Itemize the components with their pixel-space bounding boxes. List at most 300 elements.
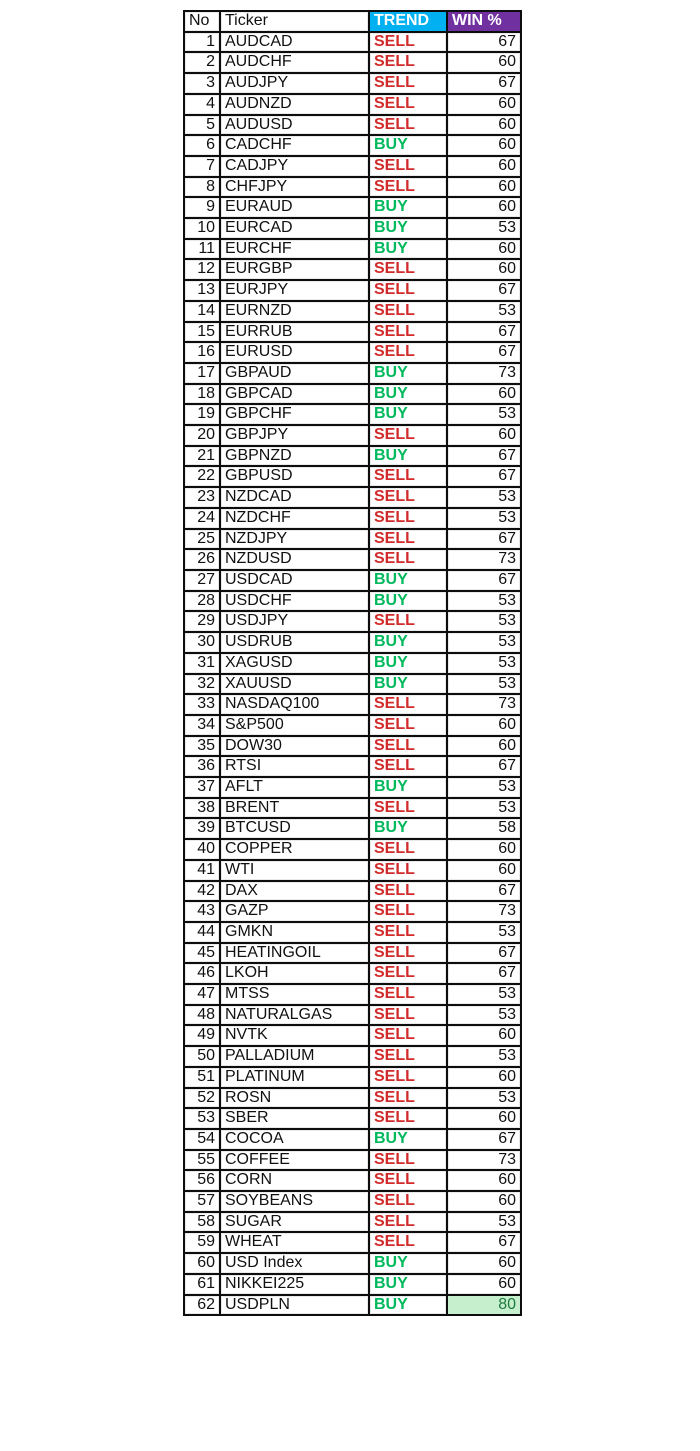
- trend-cell: BUY: [369, 777, 447, 798]
- trend-cell: BUY: [369, 591, 447, 612]
- win-cell: 53: [447, 632, 521, 653]
- table-row: [184, 73, 521, 94]
- row-number: 17: [184, 363, 220, 384]
- trend-cell: SELL: [369, 1150, 447, 1171]
- table-row: [184, 818, 521, 839]
- table-row: [184, 446, 521, 467]
- win-cell: 67: [447, 570, 521, 591]
- ticker-cell: CADCHF: [220, 135, 369, 156]
- trend-cell: SELL: [369, 549, 447, 570]
- win-cell: 67: [447, 881, 521, 902]
- win-cell: 60: [447, 239, 521, 260]
- table-row: [184, 1108, 521, 1129]
- ticker-cell: GBPNZD: [220, 446, 369, 467]
- ticker-cell: XAGUSD: [220, 653, 369, 674]
- trend-cell: SELL: [369, 52, 447, 73]
- ticker-cell: GBPJPY: [220, 425, 369, 446]
- win-cell: 67: [447, 322, 521, 343]
- win-cell: 60: [447, 115, 521, 136]
- win-cell: 73: [447, 1150, 521, 1171]
- row-number: 2: [184, 52, 220, 73]
- win-cell: 60: [447, 1274, 521, 1295]
- win-cell: 67: [447, 32, 521, 53]
- row-number: 29: [184, 611, 220, 632]
- table-row: [184, 280, 521, 301]
- row-number: 30: [184, 632, 220, 653]
- table-row: [184, 694, 521, 715]
- ticker-cell: EURCAD: [220, 218, 369, 239]
- table-row: [184, 259, 521, 280]
- header-row: [184, 11, 521, 32]
- table-row: [184, 1191, 521, 1212]
- table-row: [184, 1212, 521, 1233]
- win-cell: 67: [447, 342, 521, 363]
- row-number: 26: [184, 549, 220, 570]
- win-cell: 60: [447, 715, 521, 736]
- row-number: 15: [184, 322, 220, 343]
- row-number: 48: [184, 1005, 220, 1026]
- row-number: 44: [184, 922, 220, 943]
- trend-cell: BUY: [369, 197, 447, 218]
- trend-cell: SELL: [369, 715, 447, 736]
- ticker-cell: GBPAUD: [220, 363, 369, 384]
- table-row: [184, 984, 521, 1005]
- trend-cell: SELL: [369, 466, 447, 487]
- header-no: No: [184, 11, 220, 32]
- win-cell: 73: [447, 901, 521, 922]
- row-number: 39: [184, 818, 220, 839]
- header-ticker: Ticker: [220, 11, 369, 32]
- row-number: 4: [184, 94, 220, 115]
- table-row: [184, 425, 521, 446]
- row-number: 14: [184, 301, 220, 322]
- trend-cell: SELL: [369, 1088, 447, 1109]
- win-cell: 60: [447, 1108, 521, 1129]
- row-number: 25: [184, 529, 220, 550]
- table-row: [184, 1046, 521, 1067]
- table-row: [184, 197, 521, 218]
- table-row: [184, 839, 521, 860]
- win-cell: 60: [447, 197, 521, 218]
- row-number: 49: [184, 1025, 220, 1046]
- win-cell: 53: [447, 674, 521, 695]
- win-cell: 60: [447, 156, 521, 177]
- row-number: 18: [184, 384, 220, 405]
- ticker-cell: NATURALGAS: [220, 1005, 369, 1026]
- row-number: 21: [184, 446, 220, 467]
- trend-cell: SELL: [369, 943, 447, 964]
- table-row: [184, 632, 521, 653]
- table-row: [184, 115, 521, 136]
- table-row: [184, 653, 521, 674]
- win-cell: 60: [447, 1253, 521, 1274]
- win-cell: 67: [447, 280, 521, 301]
- trend-cell: BUY: [369, 1253, 447, 1274]
- win-cell: 60: [447, 135, 521, 156]
- ticker-cell: ROSN: [220, 1088, 369, 1109]
- trend-cell: SELL: [369, 1232, 447, 1253]
- trend-cell: SELL: [369, 1170, 447, 1191]
- trend-cell: SELL: [369, 94, 447, 115]
- trend-cell: SELL: [369, 963, 447, 984]
- win-cell: 60: [447, 52, 521, 73]
- win-cell: 60: [447, 1067, 521, 1088]
- table-row: [184, 756, 521, 777]
- row-number: 16: [184, 342, 220, 363]
- ticker-cell: USD Index: [220, 1253, 369, 1274]
- trend-cell: SELL: [369, 529, 447, 550]
- win-cell: 67: [447, 943, 521, 964]
- row-number: 59: [184, 1232, 220, 1253]
- win-cell: 53: [447, 301, 521, 322]
- table-row: [184, 32, 521, 53]
- row-number: 19: [184, 404, 220, 425]
- table-row: [184, 1067, 521, 1088]
- table-row: [184, 1295, 521, 1316]
- trend-cell: BUY: [369, 135, 447, 156]
- trend-cell: BUY: [369, 1274, 447, 1295]
- trend-cell: SELL: [369, 280, 447, 301]
- ticker-cell: EURCHF: [220, 239, 369, 260]
- trend-cell: SELL: [369, 798, 447, 819]
- trend-cell: BUY: [369, 239, 447, 260]
- table-row: [184, 1088, 521, 1109]
- trend-cell: SELL: [369, 487, 447, 508]
- table-row: [184, 1005, 521, 1026]
- table-row: [184, 342, 521, 363]
- ticker-cell: GAZP: [220, 901, 369, 922]
- row-number: 53: [184, 1108, 220, 1129]
- trend-cell: SELL: [369, 1212, 447, 1233]
- table-row: [184, 239, 521, 260]
- win-cell: 53: [447, 1212, 521, 1233]
- ticker-cell: EURUSD: [220, 342, 369, 363]
- row-number: 13: [184, 280, 220, 301]
- trend-cell: SELL: [369, 922, 447, 943]
- row-number: 47: [184, 984, 220, 1005]
- win-cell: 53: [447, 777, 521, 798]
- row-number: 60: [184, 1253, 220, 1274]
- trend-cell: SELL: [369, 694, 447, 715]
- table-row: [184, 943, 521, 964]
- ticker-cell: NASDAQ100: [220, 694, 369, 715]
- trend-cell: SELL: [369, 425, 447, 446]
- win-cell: 53: [447, 798, 521, 819]
- table-row: [184, 881, 521, 902]
- win-cell: 53: [447, 922, 521, 943]
- row-number: 7: [184, 156, 220, 177]
- trend-cell: SELL: [369, 259, 447, 280]
- table-row: [184, 404, 521, 425]
- win-cell: 73: [447, 363, 521, 384]
- ticker-cell: BRENT: [220, 798, 369, 819]
- row-number: 22: [184, 466, 220, 487]
- win-cell: 73: [447, 694, 521, 715]
- trend-cell: SELL: [369, 301, 447, 322]
- trend-cell: SELL: [369, 73, 447, 94]
- ticker-cell: GBPUSD: [220, 466, 369, 487]
- ticker-cell: USDCAD: [220, 570, 369, 591]
- table-row: [184, 736, 521, 757]
- ticker-cell: USDJPY: [220, 611, 369, 632]
- trend-cell: BUY: [369, 570, 447, 591]
- win-cell: 67: [447, 446, 521, 467]
- trend-cell: SELL: [369, 611, 447, 632]
- table-row: [184, 466, 521, 487]
- win-cell: 60: [447, 736, 521, 757]
- table-row: [184, 901, 521, 922]
- row-number: 45: [184, 943, 220, 964]
- ticker-cell: NZDCAD: [220, 487, 369, 508]
- table-row: [184, 508, 521, 529]
- ticker-cell: HEATINGOIL: [220, 943, 369, 964]
- win-cell: 60: [447, 860, 521, 881]
- ticker-cell: USDRUB: [220, 632, 369, 653]
- row-number: 50: [184, 1046, 220, 1067]
- table-row: [184, 549, 521, 570]
- row-number: 23: [184, 487, 220, 508]
- ticker-cell: AUDNZD: [220, 94, 369, 115]
- ticker-cell: AUDCAD: [220, 32, 369, 53]
- win-cell: 67: [447, 529, 521, 550]
- table-row: [184, 963, 521, 984]
- trend-cell: SELL: [369, 1046, 447, 1067]
- row-number: 56: [184, 1170, 220, 1191]
- row-number: 34: [184, 715, 220, 736]
- table-row: [184, 798, 521, 819]
- table-row: [184, 487, 521, 508]
- row-number: 9: [184, 197, 220, 218]
- row-number: 61: [184, 1274, 220, 1295]
- ticker-cell: AUDCHF: [220, 52, 369, 73]
- table-row: [184, 135, 521, 156]
- row-number: 1: [184, 32, 220, 53]
- ticker-cell: NIKKEI225: [220, 1274, 369, 1295]
- ticker-cell: COPPER: [220, 839, 369, 860]
- table-row: [184, 591, 521, 612]
- ticker-cell: COFFEE: [220, 1150, 369, 1171]
- table-body: [184, 32, 521, 1316]
- row-number: 35: [184, 736, 220, 757]
- trend-cell: SELL: [369, 839, 447, 860]
- win-cell: 60: [447, 1191, 521, 1212]
- trend-cell: SELL: [369, 756, 447, 777]
- ticker-cell: COCOA: [220, 1129, 369, 1150]
- row-number: 11: [184, 239, 220, 260]
- ticker-cell: SUGAR: [220, 1212, 369, 1233]
- table-row: [184, 570, 521, 591]
- row-number: 51: [184, 1067, 220, 1088]
- trend-cell: BUY: [369, 363, 447, 384]
- table-row: [184, 1170, 521, 1191]
- table-row: [184, 1025, 521, 1046]
- table-row: [184, 777, 521, 798]
- win-cell: 80: [447, 1295, 521, 1316]
- row-number: 28: [184, 591, 220, 612]
- trend-cell: SELL: [369, 860, 447, 881]
- win-cell: 60: [447, 94, 521, 115]
- row-number: 55: [184, 1150, 220, 1171]
- row-number: 20: [184, 425, 220, 446]
- ticker-cell: USDCHF: [220, 591, 369, 612]
- row-number: 36: [184, 756, 220, 777]
- table-row: [184, 1129, 521, 1150]
- trend-cell: SELL: [369, 156, 447, 177]
- ticker-cell: PALLADIUM: [220, 1046, 369, 1067]
- row-number: 42: [184, 881, 220, 902]
- trend-cell: BUY: [369, 384, 447, 405]
- row-number: 31: [184, 653, 220, 674]
- trend-cell: BUY: [369, 218, 447, 239]
- row-number: 27: [184, 570, 220, 591]
- win-cell: 58: [447, 818, 521, 839]
- table-row: [184, 860, 521, 881]
- win-cell: 60: [447, 425, 521, 446]
- trend-cell: SELL: [369, 177, 447, 198]
- table-row: [184, 674, 521, 695]
- table-row: [184, 301, 521, 322]
- row-number: 62: [184, 1295, 220, 1316]
- win-cell: 67: [447, 1232, 521, 1253]
- row-number: 37: [184, 777, 220, 798]
- win-cell: 60: [447, 384, 521, 405]
- ticker-cell: NVTK: [220, 1025, 369, 1046]
- ticker-cell: EURNZD: [220, 301, 369, 322]
- win-cell: 67: [447, 963, 521, 984]
- trend-cell: BUY: [369, 674, 447, 695]
- ticker-cell: DAX: [220, 881, 369, 902]
- ticker-cell: AFLT: [220, 777, 369, 798]
- table-row: [184, 1253, 521, 1274]
- row-number: 3: [184, 73, 220, 94]
- row-number: 24: [184, 508, 220, 529]
- trend-cell: SELL: [369, 32, 447, 53]
- win-rate-table: [183, 10, 522, 1316]
- trend-cell: SELL: [369, 508, 447, 529]
- win-cell: 73: [447, 549, 521, 570]
- row-number: 58: [184, 1212, 220, 1233]
- trend-cell: SELL: [369, 1005, 447, 1026]
- win-cell: 67: [447, 756, 521, 777]
- trend-cell: SELL: [369, 342, 447, 363]
- row-number: 38: [184, 798, 220, 819]
- win-cell: 53: [447, 487, 521, 508]
- ticker-cell: EURAUD: [220, 197, 369, 218]
- ticker-cell: CHFJPY: [220, 177, 369, 198]
- row-number: 54: [184, 1129, 220, 1150]
- ticker-cell: PLATINUM: [220, 1067, 369, 1088]
- ticker-cell: NZDUSD: [220, 549, 369, 570]
- ticker-cell: EURJPY: [220, 280, 369, 301]
- ticker-cell: XAUUSD: [220, 674, 369, 695]
- win-cell: 53: [447, 508, 521, 529]
- row-number: 57: [184, 1191, 220, 1212]
- win-cell: 53: [447, 404, 521, 425]
- ticker-cell: DOW30: [220, 736, 369, 757]
- ticker-cell: AUDUSD: [220, 115, 369, 136]
- win-cell: 60: [447, 839, 521, 860]
- ticker-cell: EURRUB: [220, 322, 369, 343]
- win-cell: 53: [447, 1046, 521, 1067]
- row-number: 8: [184, 177, 220, 198]
- trend-cell: BUY: [369, 818, 447, 839]
- trend-cell: SELL: [369, 322, 447, 343]
- row-number: 10: [184, 218, 220, 239]
- ticker-cell: GMKN: [220, 922, 369, 943]
- table-row: [184, 52, 521, 73]
- trend-cell: BUY: [369, 404, 447, 425]
- trend-cell: BUY: [369, 1295, 447, 1316]
- row-number: 6: [184, 135, 220, 156]
- row-number: 12: [184, 259, 220, 280]
- win-cell: 60: [447, 259, 521, 280]
- table-row: [184, 363, 521, 384]
- ticker-cell: MTSS: [220, 984, 369, 1005]
- header-win: WIN %: [447, 11, 521, 32]
- row-number: 33: [184, 694, 220, 715]
- win-cell: 60: [447, 1025, 521, 1046]
- ticker-cell: SBER: [220, 1108, 369, 1129]
- row-number: 46: [184, 963, 220, 984]
- trend-cell: SELL: [369, 736, 447, 757]
- trend-cell: BUY: [369, 1129, 447, 1150]
- trend-cell: BUY: [369, 446, 447, 467]
- row-number: 32: [184, 674, 220, 695]
- trend-cell: SELL: [369, 984, 447, 1005]
- table-row: [184, 322, 521, 343]
- table-row: [184, 715, 521, 736]
- trend-cell: SELL: [369, 1191, 447, 1212]
- table-row: [184, 922, 521, 943]
- win-cell: 53: [447, 984, 521, 1005]
- trend-cell: SELL: [369, 115, 447, 136]
- win-cell: 67: [447, 466, 521, 487]
- table-row: [184, 218, 521, 239]
- trend-cell: BUY: [369, 653, 447, 674]
- table-row: [184, 156, 521, 177]
- ticker-cell: WTI: [220, 860, 369, 881]
- ticker-cell: GBPCAD: [220, 384, 369, 405]
- row-number: 43: [184, 901, 220, 922]
- trend-cell: SELL: [369, 1067, 447, 1088]
- win-cell: 67: [447, 1129, 521, 1150]
- trend-cell: BUY: [369, 632, 447, 653]
- ticker-cell: RTSI: [220, 756, 369, 777]
- win-cell: 53: [447, 1005, 521, 1026]
- row-number: 40: [184, 839, 220, 860]
- win-cell: 53: [447, 653, 521, 674]
- table-row: [184, 1232, 521, 1253]
- table-row: [184, 1150, 521, 1171]
- trend-cell: SELL: [369, 1108, 447, 1129]
- win-cell: 60: [447, 1170, 521, 1191]
- win-cell: 53: [447, 1088, 521, 1109]
- ticker-cell: CADJPY: [220, 156, 369, 177]
- trend-cell: SELL: [369, 881, 447, 902]
- ticker-cell: USDPLN: [220, 1295, 369, 1316]
- ticker-cell: NZDCHF: [220, 508, 369, 529]
- ticker-cell: AUDJPY: [220, 73, 369, 94]
- win-cell: 67: [447, 73, 521, 94]
- ticker-cell: LKOH: [220, 963, 369, 984]
- row-number: 5: [184, 115, 220, 136]
- trend-cell: SELL: [369, 1025, 447, 1046]
- table-row: [184, 177, 521, 198]
- ticker-cell: WHEAT: [220, 1232, 369, 1253]
- ticker-cell: GBPCHF: [220, 404, 369, 425]
- ticker-cell: NZDJPY: [220, 529, 369, 550]
- table-row: [184, 94, 521, 115]
